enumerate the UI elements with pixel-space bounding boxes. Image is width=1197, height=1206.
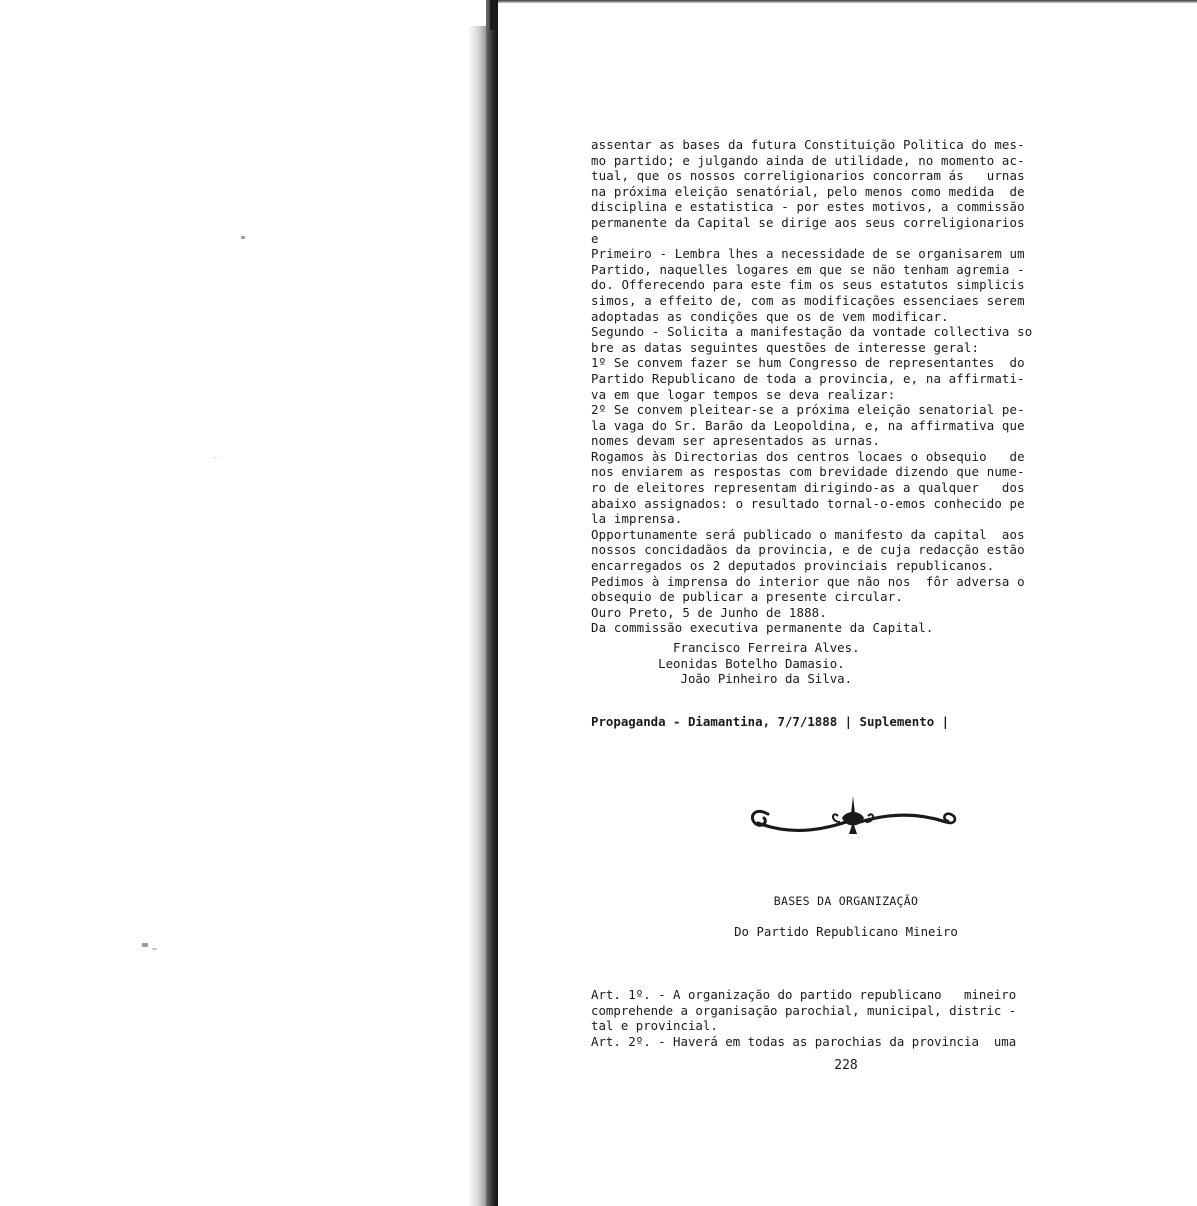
text-line: Partido, naquelles logares em que se não tenham agremia -	[591, 261, 1025, 277]
signature-line: Francisco Ferreira Alves.	[591, 640, 860, 655]
text-line: la imprensa.	[591, 511, 683, 527]
signature-line: Leonidas Botelho Damasio.	[591, 655, 845, 671]
book-spine-top	[490, 0, 497, 30]
articles-text	[591, 987, 1101, 1049]
text-line: Rogamos às Directorias dos centros locaes o obsequio de	[591, 448, 1025, 464]
page-top-edge	[498, 0, 1197, 3]
text-line: obsequio de publicar a presente circular.	[591, 589, 904, 605]
paper-speck	[142, 943, 148, 947]
text-line: Opportunamente será publicado o manifesto da capital aos	[591, 526, 1025, 542]
source-citation: Propaganda - Diamantina, 7/7/1888 | Suplemento |	[591, 714, 950, 729]
section-heading: BASES DA ORGANIZAÇÃO	[773, 894, 919, 908]
text-line: bre as datas seguintes questões de interesse geral:	[591, 339, 980, 355]
text-line: nos enviarem as respostas com brevidade dizendo que nume-	[591, 464, 1025, 480]
signature-line: João Pinheiro da Silva.	[591, 671, 853, 687]
article-line: Art. 1º. - A organização do partido republicano mineiro	[591, 987, 1017, 1002]
signatures-block	[591, 640, 1101, 687]
text-line: permanente da Capital se dirige aos seus correligionarios	[591, 214, 1025, 230]
section-subheading: Do Partido Republicano Mineiro	[734, 924, 958, 939]
text-line: tual, que os nossos correligionarios concorram ás urnas	[591, 168, 1025, 184]
text-line: do. Offerecendo para este fim os seus estatutos simplicis	[591, 277, 1025, 293]
text-line: na próxima eleição senatórial, pelo menos como medida de	[591, 183, 1025, 199]
fleuron-divider-icon	[746, 792, 960, 838]
text-line: Pedimos à imprensa do interior que não nos fôr adversa o	[591, 573, 1025, 589]
text-line: 1º Se convem fazer se hum Congresso de representantes do	[591, 355, 1025, 371]
text-line: Primeiro - Lembra lhes a necessidade de se organisarem um	[591, 246, 1025, 262]
article-line: Art. 2º. - Haverá em todas as parochias da provincia uma	[591, 1033, 1017, 1049]
paper-speck	[241, 236, 245, 239]
left-page	[0, 0, 470, 1206]
text-line: Ouro Preto, 5 de Junho de 1888.	[591, 604, 827, 620]
text-line: 2º Se convem pleitear-se a próxima eleição senatorial pe-	[591, 402, 1025, 418]
book-spine	[486, 0, 498, 1206]
paper-speck	[152, 948, 157, 950]
text-line: abaixo assignados: o resultado tornal-o-emos conhecido pe	[591, 495, 1025, 511]
text-line: e	[591, 230, 599, 246]
text-line: mo partido; e julgando ainda de utilidade, no momento ac-	[591, 152, 1025, 168]
text-line: Segundo - Solicita a manifestação da vontade collectiva so	[591, 324, 1033, 340]
article-line: tal e provincial.	[591, 1018, 718, 1034]
text-line: Da commissão executiva permanente da Capital.	[591, 620, 934, 636]
text-line: encarregados os 2 deputados provinciais republicanos.	[591, 558, 995, 574]
text-line: Partido Republicano de toda a provincia, e, na affirmati-	[591, 370, 1025, 386]
text-line: la vaga do Sr. Barão da Leopoldina, e, na affirmativa que	[591, 417, 1025, 433]
text-line: nomes devam ser apresentados as urnas.	[591, 433, 881, 449]
text-line: nossos concidadãos da provincia, e de cuja redacção estão	[591, 542, 1025, 558]
article-line: comprehende a organisação parochial, municipal, distric -	[591, 1002, 1017, 1018]
text-line: ro de eleitores representam dirigindo-as a qualquer dos	[591, 480, 1025, 496]
text-line: disciplina e estatistica - por estes motivos, a commissão	[591, 199, 1025, 215]
text-line: va em que logar tempos se deva realizar:	[591, 386, 896, 402]
text-line: simos, a effeito de, com as modificações essenciaes serem	[591, 292, 1025, 308]
paper-speck	[214, 457, 217, 458]
text-line: assentar as bases da futura Constituição Politica do mes-	[591, 137, 1025, 152]
text-line: adoptadas as condições que os de vem modificar.	[591, 308, 949, 324]
page-number: 228	[834, 1058, 858, 1073]
circular-letter-text	[591, 137, 1101, 636]
